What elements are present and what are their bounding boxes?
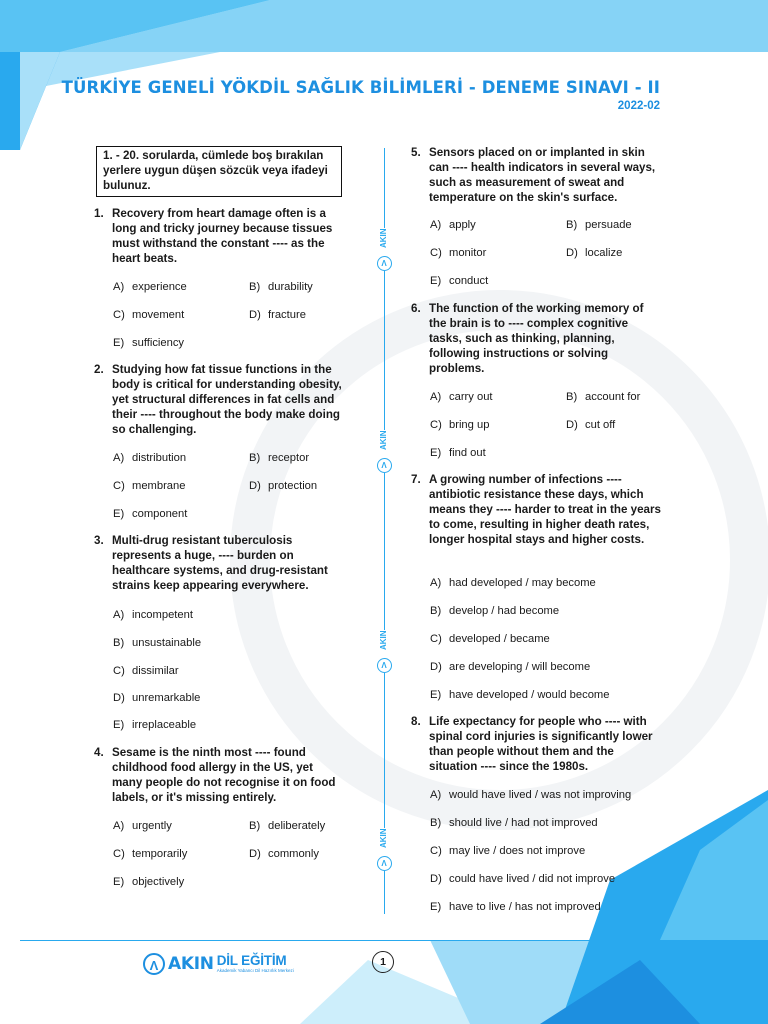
question-number: 5. [411,146,421,159]
option-b[interactable]: B) account for [566,391,641,403]
question-number: 8. [411,715,421,728]
option-b[interactable]: B) develop / had become [430,605,560,617]
option-a[interactable]: A) urgently [113,820,172,832]
option-e[interactable]: E) conduct [430,275,489,287]
option-a[interactable]: A) experience [113,281,187,293]
exam-year: 2022-02 [617,100,660,112]
akin-logo-icon: Λ [377,256,392,271]
question-text: The function of the working memory of the brain is to ---- complex cognitive tasks, such as thinking, planning, following instructions or solving problems. [429,302,644,375]
question-6 [411,301,663,376]
question-text: Sensors placed on or implanted in skin can ---- health indicators in several ways, such as measurement of sweat and temperature on the skin's surface. [429,146,656,204]
option-c[interactable]: C) may live / does not improve [430,845,586,857]
question-3 [94,533,346,593]
question-text: Life expectancy for people who ---- with spinal cord injuries is significantly lower than people without them and the situation ---- since the 1980s. [429,715,653,773]
footer-divider [20,940,748,941]
option-c[interactable]: C) temporarily [113,848,188,860]
question-2 [94,362,346,437]
akin-dil-egitim-logo [143,951,294,977]
option-d[interactable]: D) cut off [566,419,616,431]
question-text: Multi-drug resistant tuberculosis represents a huge, ---- burden on healthcare systems, and drug-resistant strains keep appearing everywhere. [112,534,328,592]
option-d[interactable]: D) unremarkable [113,692,201,704]
akin-logo-icon: Λ [377,458,392,473]
page-title: TÜRKİYE GENELİ YÖKDİL SAĞLIK BİLİMLERİ - DENEME SINAVI - II [61,78,660,97]
watermark-akin: AKIN Λ [375,828,393,871]
option-e[interactable]: E) have to live / has not improved [430,901,601,913]
option-e[interactable]: E) find out [430,447,486,459]
option-b[interactable]: B) deliberately [249,820,326,832]
option-e[interactable]: E) irreplaceable [113,719,197,731]
question-number: 4. [94,746,104,759]
akin-logo-icon: Λ [377,658,392,673]
option-a[interactable]: A) would have lived / was not improving [430,789,632,801]
option-a[interactable]: A) distribution [113,452,187,464]
option-d[interactable]: D) protection [249,480,318,492]
option-a[interactable]: A) incompetent [113,609,193,621]
question-5 [411,145,663,205]
option-c[interactable]: C) bring up [430,419,490,431]
option-a[interactable]: A) had developed / may become [430,577,596,589]
option-c[interactable]: C) developed / became [430,633,550,645]
option-d[interactable]: D) localize [566,247,623,259]
option-c[interactable]: C) dissimilar [113,665,179,677]
akin-logo-icon: Λ [143,953,165,975]
question-8 [411,714,663,774]
option-c[interactable]: C) monitor [430,247,487,259]
option-d[interactable]: D) are developing / will become [430,661,591,673]
option-d[interactable]: D) fracture [249,309,306,321]
logo-dil-egitim: DİL EĞİTİM [216,953,287,968]
option-e[interactable]: E) have developed / would become [430,689,610,701]
question-text: Studying how fat tissue functions in the body is critical for understanding obesity, yet structural differences in fat cells and their ---- throughout the body make doing so challenging. [112,363,342,436]
question-4 [94,745,346,805]
option-c[interactable]: C) membrane [113,480,186,492]
option-e[interactable]: E) objectively [113,876,185,888]
question-text: Recovery from heart damage often is a long and tricky journey because tissues must withstand the constant ---- as the heart beats. [112,207,333,265]
question-number: 7. [411,473,421,486]
option-e[interactable]: E) sufficiency [113,337,185,349]
question-number: 2. [94,363,104,376]
question-number: 3. [94,534,104,547]
question-1 [94,206,346,266]
option-b[interactable]: B) should live / had not improved [430,817,598,829]
instruction-box: 1. - 20. sorularda, cümlede boş bırakılan yerlere uygun düşen sözcük veya ifadeyi bulunuz. [96,146,342,197]
option-b[interactable]: B) receptor [249,452,310,464]
page-number: 1 [372,951,394,973]
option-b[interactable]: B) durability [249,281,313,293]
option-b[interactable]: B) unsustainable [113,637,202,649]
watermark-akin: AKIN Λ [375,228,393,271]
question-number: 6. [411,302,421,315]
option-c[interactable]: C) movement [113,309,185,321]
option-a[interactable]: A) carry out [430,391,493,403]
logo-tagline: Akademik Yabancı Dil Hazırlık Merkezi [216,968,294,973]
option-d[interactable]: D) commonly [249,848,319,860]
question-text: A growing number of infections ---- antibiotic resistance these days, which means they ---- harder to treat in the years to come, resulting in higher death rates, longer hospital stays and higher costs. [429,473,661,546]
option-e[interactable]: E) component [113,508,188,520]
option-d[interactable]: D) could have lived / did not improve [430,873,616,885]
watermark-akin: AKIN Λ [375,430,393,473]
akin-logo-icon: Λ [377,856,392,871]
question-number: 1. [94,207,104,220]
question-7 [411,472,663,547]
question-text: Sesame is the ninth most ---- found childhood food allergy in the US, yet many people do not recognise it on food labels, or it's missing entirely. [112,746,336,804]
watermark-akin: AKIN Λ [375,630,393,673]
option-b[interactable]: B) persuade [566,219,632,231]
option-a[interactable]: A) apply [430,219,476,231]
logo-wordmark: AKIN [168,954,214,974]
